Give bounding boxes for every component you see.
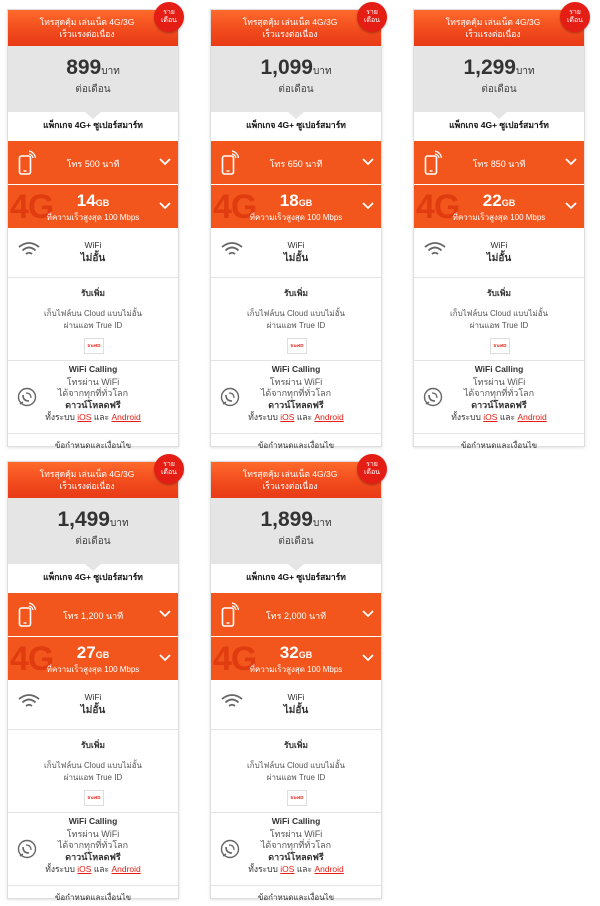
extra-title: รับเพิ่ม (283, 288, 309, 298)
badge-line1: ราย (569, 9, 581, 16)
price-box (211, 498, 381, 564)
data-unit: GB (95, 198, 110, 208)
wifi-calling-row (8, 361, 178, 434)
chevron-down-icon[interactable] (159, 199, 171, 211)
terms-link[interactable]: ข้อกำหนดและเงื่อนไข (54, 441, 132, 450)
data-bar[interactable] (8, 637, 178, 680)
chevron-down-icon[interactable] (362, 155, 374, 167)
data-unit: GB (95, 650, 110, 660)
extra-desc1: เก็บไฟล์บน Cloud แบบไม่อั้น (246, 761, 346, 770)
header-line1: โทรสุดคุ้ม เล่นเน็ต 4G/3G (445, 17, 541, 27)
wifi-value: ไม่อั้น (486, 253, 512, 264)
extra-row (211, 730, 381, 813)
platform-links (211, 410, 381, 424)
plan-header (211, 462, 381, 498)
wifi-calling-desc1: โทรผ่าน WiFi (472, 377, 526, 387)
both-systems: ทั้งระบบ (45, 412, 75, 422)
trueid-logo: trueID (287, 338, 307, 354)
wifi-label: WiFi (287, 692, 305, 702)
trueid-logo: trueID (490, 338, 510, 354)
download-free: ดาวน์โหลดฟรี (65, 400, 121, 410)
speed-text: ที่ความเร็วสูงสุด 100 Mbps (46, 213, 140, 222)
terms-link[interactable]: ข้อกำหนดและเงื่อนไข (257, 441, 335, 450)
package-name: แพ็กเกจ 4G+ ซูเปอร์สมาร์ท (43, 572, 143, 582)
data-bar[interactable] (8, 185, 178, 228)
android-link[interactable]: Android (314, 412, 344, 422)
4g-logo: 4G (213, 640, 257, 678)
header-line2: เร็วแรงต่อเนื่อง (59, 29, 115, 39)
extra-row (414, 278, 584, 361)
call-minutes: 500 (84, 159, 100, 169)
monthly-badge (154, 2, 184, 32)
wifi-calling-title: WiFi Calling (474, 364, 524, 374)
extra-desc1: เก็บไฟล์บน Cloud แบบไม่อั้น (246, 309, 346, 318)
plan-header (8, 462, 178, 498)
trueid-logo: trueID (287, 790, 307, 806)
ios-link[interactable]: iOS (483, 412, 498, 422)
price-unit: บาท (313, 518, 332, 529)
badge-line2: เดือน (364, 469, 380, 476)
package-name: แพ็กเกจ 4G+ ซูเปอร์สมาร์ท (246, 120, 346, 130)
wifi-row (211, 229, 381, 278)
extra-desc2: ผ่านแอพ True ID (266, 773, 326, 782)
wifi-calling-title: WiFi Calling (271, 816, 321, 826)
call-suffix: นาที (106, 611, 124, 621)
per-month: ต่อเดือน (278, 536, 314, 547)
header-line2: เร็วแรงต่อเนื่อง (465, 29, 521, 39)
chevron-down-icon[interactable] (159, 651, 171, 663)
data-unit: GB (501, 198, 516, 208)
wifi-calling-desc1: โทรผ่าน WiFi (269, 829, 323, 839)
wifi-calling-desc1: โทรผ่าน WiFi (66, 377, 120, 387)
price-unit: บาท (313, 66, 332, 77)
wifi-calling-desc1: โทรผ่าน WiFi (66, 829, 120, 839)
header-line1: โทรสุดคุ้ม เล่นเน็ต 4G/3G (39, 17, 135, 27)
monthly-badge (357, 454, 387, 484)
chevron-down-icon[interactable] (159, 607, 171, 619)
wifi-calling-desc2: ได้จากทุกที่ทั่วโลก (260, 388, 332, 398)
and-word: และ (296, 864, 313, 874)
download-free: ดาวน์โหลดฟรี (471, 400, 527, 410)
per-month: ต่อเดือน (75, 536, 111, 547)
extra-desc2: ผ่านแอพ True ID (63, 321, 123, 330)
call-prefix: โทร (62, 611, 79, 621)
per-month: ต่อเดือน (75, 84, 111, 95)
wifi-label: WiFi (287, 240, 305, 250)
call-minutes-bar[interactable] (211, 593, 381, 636)
monthly-badge (154, 454, 184, 484)
chevron-down-icon[interactable] (565, 199, 577, 211)
wifi-calling-title: WiFi Calling (271, 364, 321, 374)
monthly-badge (560, 2, 590, 32)
badge-line2: เดือน (364, 17, 380, 24)
and-word: และ (499, 412, 516, 422)
data-gb-value: 14 (76, 191, 96, 210)
badge-line1: ราย (163, 9, 175, 16)
extra-desc1: เก็บไฟล์บน Cloud แบบไม่อั้น (43, 761, 143, 770)
extra-desc2: ผ่านแอพ True ID (469, 321, 529, 330)
badge-line1: ราย (163, 461, 175, 468)
wifi-label: WiFi (84, 692, 102, 702)
speed-text: ที่ความเร็วสูงสุด 100 Mbps (249, 213, 343, 222)
chevron-down-icon[interactable] (362, 199, 374, 211)
download-free: ดาวน์โหลดฟรี (65, 852, 121, 862)
price-box (414, 46, 584, 112)
ios-link[interactable]: iOS (77, 864, 92, 874)
call-suffix: นาที (508, 159, 526, 169)
data-unit: GB (298, 650, 313, 660)
price-box (211, 46, 381, 112)
plan-card (210, 461, 382, 902)
price-value: 1,899 (260, 508, 313, 531)
extra-title: รับเพิ่ม (283, 740, 309, 750)
header-line2: เร็วแรงต่อเนื่อง (262, 481, 318, 491)
4g-logo: 4G (10, 640, 54, 678)
wifi-calling-row (211, 361, 381, 434)
wifi-value: ไม่อั้น (80, 705, 106, 716)
extra-row (8, 730, 178, 813)
price-unit: บาท (101, 66, 120, 77)
header-line2: เร็วแรงต่อเนื่อง (262, 29, 318, 39)
both-systems: ทั้งระบบ (45, 864, 75, 874)
wifi-row (211, 681, 381, 730)
plan-card (413, 9, 585, 450)
both-systems: ทั้งระบบ (451, 412, 481, 422)
header-line2: เร็วแรงต่อเนื่อง (59, 481, 115, 491)
chevron-down-icon[interactable] (362, 651, 374, 663)
package-name: แพ็กเกจ 4G+ ซูเปอร์สมาร์ท (449, 120, 549, 130)
wifi-label: WiFi (490, 240, 508, 250)
4g-logo: 4G (213, 188, 257, 226)
badge-line2: เดือน (161, 17, 177, 24)
trueid-logo: trueID (84, 790, 104, 806)
extra-desc1: เก็บไฟล์บน Cloud แบบไม่อั้น (43, 309, 143, 318)
extra-title: รับเพิ่ม (80, 288, 106, 298)
plan-card (210, 9, 382, 450)
price-value: 899 (66, 56, 102, 79)
android-link[interactable]: Android (111, 412, 141, 422)
wifi-calling-row (8, 813, 178, 886)
plan-card (7, 9, 179, 450)
plan-header (211, 10, 381, 46)
android-link[interactable]: Android (517, 412, 547, 422)
call-suffix: นาที (305, 159, 323, 169)
terms-link[interactable]: ข้อกำหนดและเงื่อนไข (460, 441, 538, 450)
call-minutes: 2,000 (283, 611, 307, 621)
plan-card (7, 461, 179, 902)
price-unit: บาท (516, 66, 535, 77)
wifi-calling-desc2: ได้จากทุกที่ทั่วโลก (57, 388, 129, 398)
data-bar[interactable] (211, 185, 381, 228)
price-box (8, 498, 178, 564)
price-value: 1,499 (57, 508, 110, 531)
chevron-down-icon[interactable] (362, 607, 374, 619)
extra-row (211, 278, 381, 361)
trueid-logo: trueID (84, 338, 104, 354)
package-name: แพ็กเกจ 4G+ ซูเปอร์สมาร์ท (246, 572, 346, 582)
wifi-calling-desc1: โทรผ่าน WiFi (269, 377, 323, 387)
call-minutes: 650 (287, 159, 303, 169)
ios-link[interactable]: iOS (280, 864, 295, 874)
call-minutes-bar[interactable] (8, 593, 178, 636)
data-gb-value: 27 (76, 643, 96, 662)
call-minutes: 1,200 (80, 611, 104, 621)
4g-logo: 4G (10, 188, 54, 226)
wifi-value: ไม่อั้น (80, 253, 106, 264)
per-month: ต่อเดือน (278, 84, 314, 95)
header-line1: โทรสุดคุ้ม เล่นเน็ต 4G/3G (242, 469, 338, 479)
platform-links (8, 862, 178, 876)
wifi-calling-title: WiFi Calling (68, 364, 118, 374)
and-word: และ (296, 412, 313, 422)
data-unit: GB (298, 198, 313, 208)
ios-link[interactable]: iOS (280, 412, 295, 422)
wifi-calling-desc2: ได้จากทุกที่ทั่วโลก (463, 388, 535, 398)
call-minutes-bar[interactable] (211, 141, 381, 184)
per-month: ต่อเดือน (481, 84, 517, 95)
terms-link[interactable]: ข้อกำหนดและเงื่อนไข (54, 893, 132, 902)
both-systems: ทั้งระบบ (248, 864, 278, 874)
plan-header (8, 10, 178, 46)
chevron-down-icon[interactable] (565, 155, 577, 167)
wifi-row (8, 229, 178, 278)
wifi-calling-row (211, 813, 381, 886)
plan-header (414, 10, 584, 46)
speed-text: ที่ความเร็วสูงสุด 100 Mbps (249, 665, 343, 674)
android-link[interactable]: Android (111, 864, 141, 874)
data-gb-value: 18 (279, 191, 299, 210)
wifi-calling-desc2: ได้จากทุกที่ทั่วโลก (260, 840, 332, 850)
both-systems: ทั้งระบบ (248, 412, 278, 422)
ios-link[interactable]: iOS (77, 412, 92, 422)
chevron-down-icon[interactable] (159, 155, 171, 167)
4g-logo: 4G (416, 188, 460, 226)
download-free: ดาวน์โหลดฟรี (268, 852, 324, 862)
wifi-calling-row (414, 361, 584, 434)
monthly-badge (357, 2, 387, 32)
call-suffix: นาที (309, 611, 327, 621)
wifi-row (414, 229, 584, 278)
header-line1: โทรสุดคุ้ม เล่นเน็ต 4G/3G (39, 469, 135, 479)
terms-link[interactable]: ข้อกำหนดและเงื่อนไข (257, 893, 335, 902)
wifi-value: ไม่อั้น (283, 253, 309, 264)
header-line1: โทรสุดคุ้ม เล่นเน็ต 4G/3G (242, 17, 338, 27)
wifi-calling-desc2: ได้จากทุกที่ทั่วโลก (57, 840, 129, 850)
speed-text: ที่ความเร็วสูงสุด 100 Mbps (46, 665, 140, 674)
platform-links (8, 410, 178, 424)
wifi-label: WiFi (84, 240, 102, 250)
badge-line2: เดือน (161, 469, 177, 476)
call-minutes: 850 (490, 159, 506, 169)
download-free: ดาวน์โหลดฟรี (268, 400, 324, 410)
badge-line2: เดือน (567, 17, 583, 24)
price-value: 1,299 (463, 56, 516, 79)
price-unit: บาท (110, 518, 129, 529)
call-prefix: โทร (265, 611, 282, 621)
extra-desc2: ผ่านแอพ True ID (266, 321, 326, 330)
call-minutes-bar[interactable] (8, 141, 178, 184)
data-bar[interactable] (414, 185, 584, 228)
platform-links (211, 862, 381, 876)
extra-title: รับเพิ่ม (80, 740, 106, 750)
data-gb-value: 32 (279, 643, 299, 662)
badge-line1: ราย (366, 461, 378, 468)
package-name: แพ็กเกจ 4G+ ซูเปอร์สมาร์ท (43, 120, 143, 130)
call-suffix: นาที (102, 159, 120, 169)
price-box (8, 46, 178, 112)
extra-desc1: เก็บไฟล์บน Cloud แบบไม่อั้น (449, 309, 549, 318)
extra-desc2: ผ่านแอพ True ID (63, 773, 123, 782)
badge-line1: ราย (366, 9, 378, 16)
wifi-calling-title: WiFi Calling (68, 816, 118, 826)
call-prefix: โทร (66, 159, 83, 169)
wifi-value: ไม่อั้น (283, 705, 309, 716)
wifi-row (8, 681, 178, 730)
android-link[interactable]: Android (314, 864, 344, 874)
call-prefix: โทร (269, 159, 286, 169)
extra-title: รับเพิ่ม (486, 288, 512, 298)
platform-links (414, 410, 584, 424)
call-prefix: โทร (472, 159, 489, 169)
and-word: และ (93, 864, 110, 874)
data-gb-value: 22 (482, 191, 502, 210)
data-bar[interactable] (211, 637, 381, 680)
price-value: 1,099 (260, 56, 313, 79)
speed-text: ที่ความเร็วสูงสุด 100 Mbps (452, 213, 546, 222)
call-minutes-bar[interactable] (414, 141, 584, 184)
and-word: และ (93, 412, 110, 422)
extra-row (8, 278, 178, 361)
